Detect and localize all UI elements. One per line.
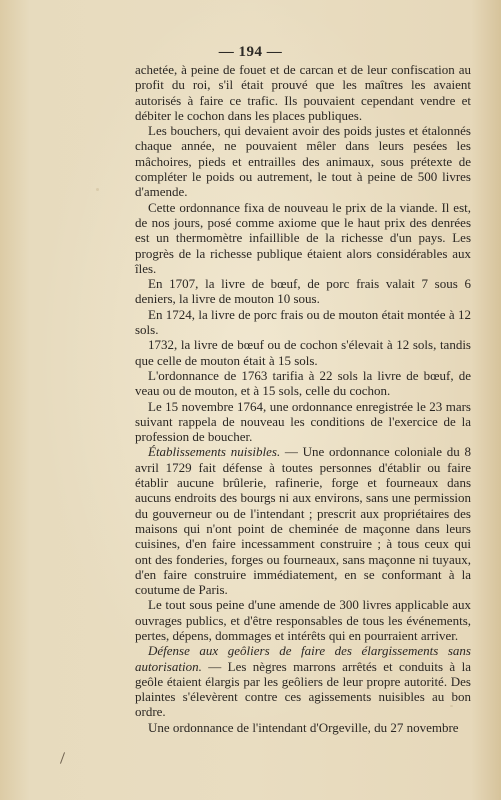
paragraph-body: — Une ordonnance coloniale du 8 avril 1729 fait défense à toutes personnes d'établir ou faire établir aucune brûlerie, rafinerie, forge et fourneaux dans aucuns endroits des bourgs ni aux environs, sans une permission du gouverneur ou de l'intendant ; prescrit aux propriétaires des maisons qui n'ont point de cheminée de maçonne dans leurs cuisines, d'en faire incessamment construire ; à tous ceux qui ont des fonderies, forges ou fourneaux, sans maçonne ni tuyaux, d'en faire construire immédiatement, en se conformant à la coutume de Paris. [135, 444, 471, 598]
paragraph: En 1724, la livre de porc frais ou de mouton était montée à 12 sols. [135, 306, 471, 338]
paragraph: achetée, à peine de fouet et de carcan et de leur confiscation au profit du roi, s'il était prouvé que les maîtres les avaient autorisés à faire ce trafic. Ils pouvaient cependant vendre et débiter le cochon dans les places publiques. [135, 62, 471, 123]
paragraph: Une ordonnance de l'intendant d'Orgeville, du 27 novembre [148, 719, 459, 735]
paragraph-jailers [135, 643, 471, 719]
paper-spot [96, 188, 99, 191]
paragraph: Les bouchers, qui devaient avoir des poids justes et étalonnés chaque année, ne pouvaient mêler dans leurs pesées les mâchoires, pieds et entrailles des animaux, sous prétexte de compléter le poids ou autrement, le tout à peine de 500 livres d'amende. [135, 123, 471, 200]
page-number: — 194 — [218, 44, 283, 60]
body-text [135, 62, 471, 735]
paragraph: Le 15 novembre 1764, une ordonnance enregistrée le 23 mars suivant rappela de nouveau les conditions de l'exercice de la profession de boucher. [135, 398, 471, 445]
section-heading: Établissements nuisibles. [148, 444, 281, 460]
margin-mark [60, 752, 65, 764]
paragraph-body: — Les nègres marrons arrêtés et conduits à la geôle étaient élargis par les geôliers de leur propre autorité. Des plaintes s'élevèrent contre ces agissements nuisibles au bon ordre. [135, 658, 471, 720]
paragraph-establishments [135, 444, 471, 597]
section-heading: Défense aux geôliers de faire des élargissements sans autorisation. [135, 643, 471, 674]
paragraph: L'ordonnance de 1763 tarifia à 22 sols la livre de bœuf, de veau ou de mouton, et à 15 sols, celle du cochon. [135, 367, 471, 399]
paragraph: En 1707, la livre de bœuf, de porc frais valait 7 sous 6 deniers, la livre de mouton 10 sous. [135, 276, 471, 307]
paragraph: Le tout sous peine d'une amende de 300 livres applicable aux ouvrages publics, et d'être responsables de tous les événements, pertes, dépens, dommages et intérêts qui en pourraient arriver. [135, 597, 471, 643]
paragraph: Cette ordonnance fixa de nouveau le prix de la viande. Il est, de nos jours, posé comme axiome que le haut prix des denrées est un thermomètre infaillible de la richesse d'un pays. Les progrès de la richesse publique étaient alors considérables aux îles. [135, 199, 471, 276]
paragraph: 1732, la livre de bœuf ou de cochon s'élevait à 12 sols, tandis que celle de mouton était à 15 sols. [135, 337, 471, 368]
